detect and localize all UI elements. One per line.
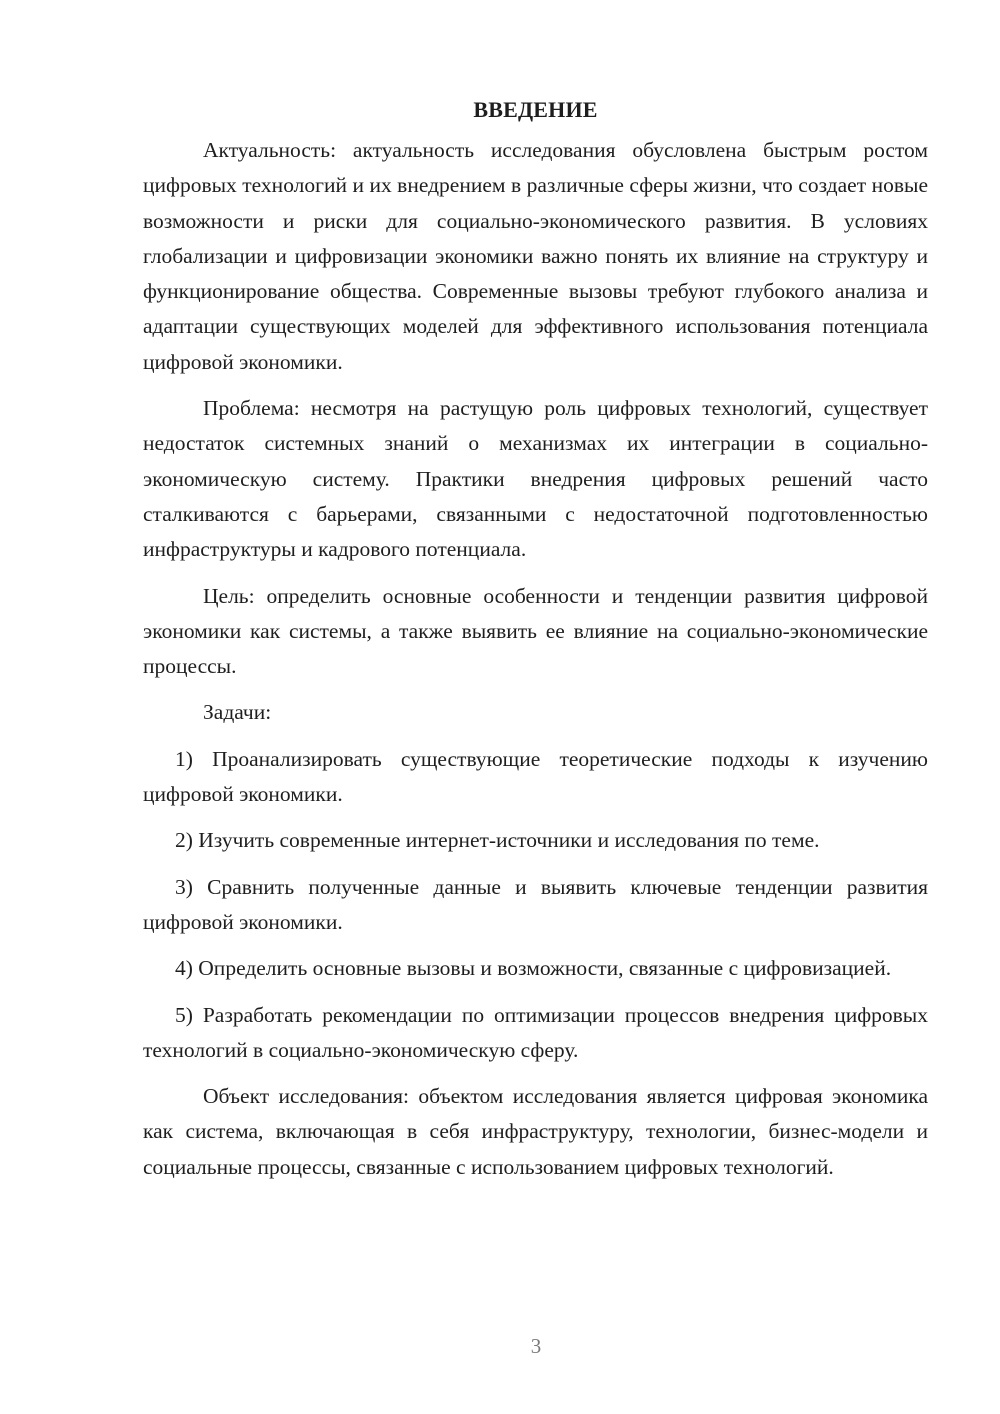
paragraph-relevance: Актуальность: актуальность исследования обусловлена быстрым ростом цифровых технологий и их внедрением в различные сферы жизни, что создает новые возможности и риски для социально-экономического развития. В условиях глобализации и цифровизации экономики важно понять их влияние на структуру и функционирование общества. Современные вызовы требуют глубокого анализа и адаптации существующих моделей для эффективного использования потенциала цифровой экономики. [143,138,928,374]
section-heading: ВВЕДЕНИЕ [473,97,598,122]
task-item-1: 1) Проанализировать существующие теоретические подходы к изучению цифровой экономики. [143,746,928,807]
page-number: 3 [530,1334,542,1358]
task-item-5: 5) Разработать рекомендации по оптимизации процессов внедрения цифровых технологий в социально-экономическую сферу. [143,1002,928,1062]
task-item-2: 2) Изучить современные интернет-источники и исследования по теме. [175,828,820,853]
document-page [143,92,928,1196]
task-item-4: 4) Определить основные вызовы и возможности, связанные с цифровизацией. [175,956,892,981]
task-item-3: 3) Сравнить полученные данные и выявить ключевые тенденции развития цифровой экономики. [143,874,928,934]
paragraph-tasks-label: Задачи: [203,700,272,725]
paragraph-problem: Проблема: несмотря на растущую роль цифровых технологий, существует недостаток системных знаний о механизмах их интеграции в социально-экономическую систему. Практики внедрения цифровых решений часто сталкиваются с барьерами, связанными с недостаточной подготовленностью инфраструктуры и кадрового потенциала. [143,396,928,562]
paragraph-goal: Цель: определить основные особенности и тенденции развития цифровой экономики как системы, а также выявить ее влияние на социально-экономические процессы. [143,583,928,679]
paragraph-object: Объект исследования: объектом исследования является цифровая экономика как система, включающая в себя инфраструктуру, технологии, бизнес-модели и социальные процессы, связанные с использованием цифровых технологий. [143,1084,928,1179]
